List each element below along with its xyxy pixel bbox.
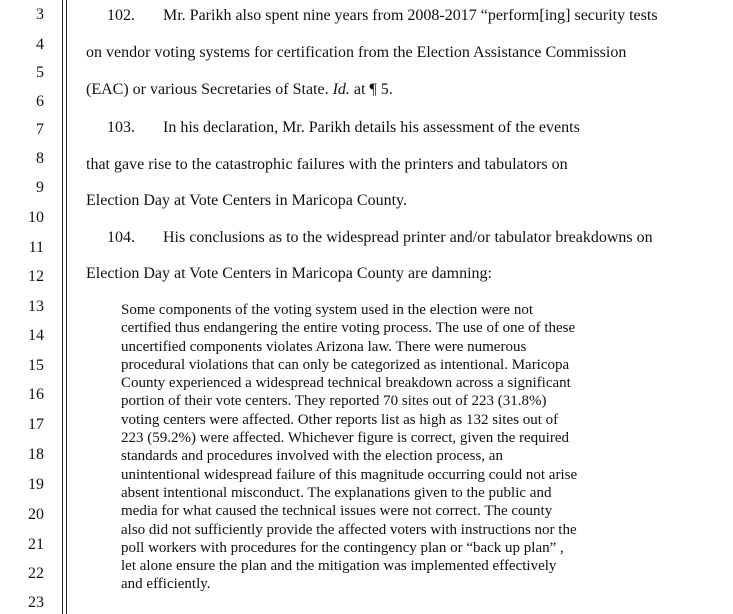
line-number: 3 [36,6,44,23]
line-number: 13 [28,298,44,315]
line-number: 21 [28,536,44,553]
quote-line: unintentional widespread failure of this magnitude occurring could not arise [121,466,578,483]
line-number: 23 [28,594,44,611]
paragraph-104-line-2: Election Day at Vote Centers in Maricopa County are damning: [86,265,492,282]
quote-line: procedural violations that can only be categorized as intentional. Maricopa [121,356,570,373]
quote-line: 223 (59.2%) were affected. Whichever figure is correct, given the required [121,430,569,447]
line-number: 7 [36,121,44,138]
quote-line: portion of their vote centers. They reported 70 sites out of 223 (31.8%) [121,393,547,410]
quote-line: also did not sufficiently provide the affected voters with instructions nor the [121,521,577,538]
line-number: 8 [36,150,44,167]
quote-line: standards and procedures involved with the election process, an [121,448,503,465]
margin-rule-inner [66,0,67,614]
quote-line: voting centers were affected. Other reports list as high as 132 sites out of [121,411,559,428]
line-number: 4 [36,36,44,53]
paragraph-number-104: 104. [107,229,135,246]
quote-line: Some components of the voting system used in the election were not [121,302,534,318]
quote-line: certified thus endangering the entire voting process. The use of one of these [121,320,576,337]
line-number: 18 [28,446,44,463]
line-number: 22 [28,565,44,582]
line-number: 14 [28,327,44,344]
line-number: 5 [36,64,44,81]
paragraph-102-line-3 [86,80,393,100]
line-number: 20 [28,506,44,523]
quote-line: media for what caused the technical issues were not correct. The county [121,503,553,520]
paragraph-104-line-1: His conclusions as to the widespread printer and/or tabulator breakdowns on [163,229,653,246]
quote-line: uncertified components violates Arizona law. There were numerous [121,338,527,355]
quote-line: let alone ensure the plan and the mitigation was implemented effectively [121,558,557,575]
paragraph-number-102: 102. [107,7,135,24]
line-number: 15 [28,357,44,374]
paragraph-number-103: 103. [107,119,135,136]
paragraph-102-cite-tail: at ¶ 5. [353,81,393,98]
line-number: 17 [28,416,44,433]
quote-line: absent intentional misconduct. The explanations given to the public and [121,484,552,501]
margin-rule-outer [62,0,63,614]
paragraph-102-text: (EAC) or various Secretaries of State. [86,81,329,98]
paragraph-102-line-2: on vendor voting systems for certification from the Election Assistance Commission [86,44,627,61]
line-number: 10 [28,209,44,226]
block-quote [121,301,641,594]
line-number: 16 [28,386,44,403]
line-number: 11 [28,239,44,256]
citation-id: Id. [332,81,350,98]
line-number: 6 [36,93,44,110]
paragraph-102-line-1: Mr. Parikh also spent nine years from 2008-2017 “perform[ing] security tests [163,7,658,24]
line-number: 19 [28,476,44,493]
line-number: 12 [28,268,44,285]
paragraph-103-line-2: that gave rise to the catastrophic failures with the printers and tabulators on [86,156,568,173]
quote-line: County experienced a widespread technical breakdown across a significant [121,375,571,392]
quote-line: and efficiently. [121,576,211,593]
paragraph-103-line-1: In his declaration, Mr. Parikh details his assessment of the events [163,119,580,136]
quote-line: poll workers with procedures for the contingency plan or “back up plan” , [121,539,564,556]
paragraph-103-line-3: Election Day at Vote Centers in Maricopa County. [86,192,407,209]
line-number: 9 [36,179,44,196]
